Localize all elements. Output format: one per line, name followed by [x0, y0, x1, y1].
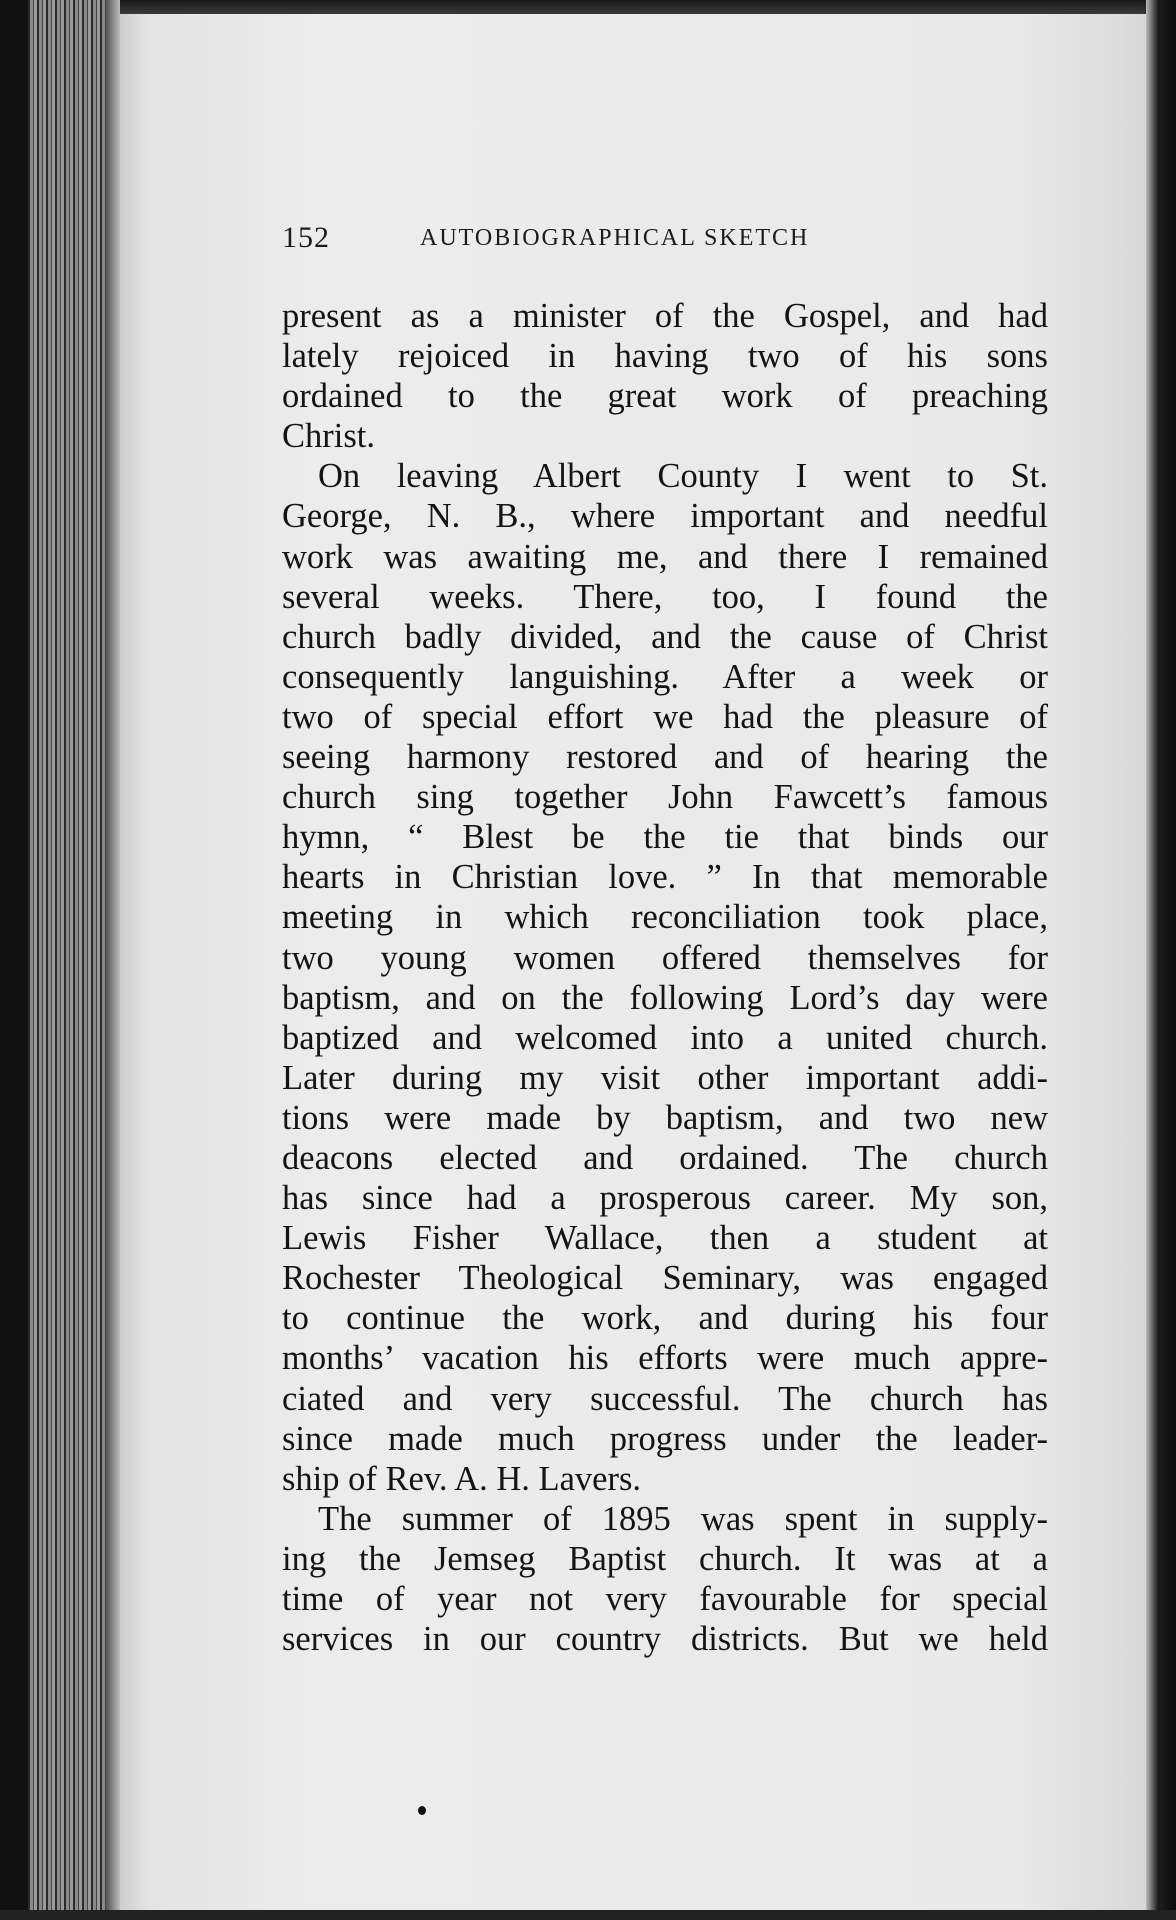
ink-speck [418, 1806, 426, 1815]
scan-frame-right [1146, 0, 1176, 1920]
text-line: meeting in which reconciliation took place, [282, 898, 1048, 937]
body-text [282, 296, 1048, 1659]
text-line: Christ. [282, 417, 375, 456]
text-line: services in our country districts. But we held [282, 1620, 1048, 1659]
text-line: since made much progress under the leader- [282, 1419, 1048, 1458]
text-line: hymn, “ Blest be the tie that binds our [282, 818, 1048, 857]
text-line: tions were made by baptism, and two new [282, 1098, 1048, 1137]
text-line: ship of Rev. A. H. Lavers. [282, 1459, 641, 1498]
text-line: church badly divided, and the cause of Christ [282, 617, 1048, 656]
scan-frame-bottom [0, 1910, 1176, 1920]
text-line: deacons elected and ordained. The church [282, 1138, 1048, 1177]
text-line: two of special effort we had the pleasure of [282, 697, 1048, 736]
text-line: present as a minister of the Gospel, and had [282, 297, 1048, 335]
text-line: ciated and very successful. The church has [282, 1379, 1048, 1418]
text-line: George, N. B., where important and needful [282, 497, 1048, 536]
running-head [282, 221, 1062, 263]
text-line: months’ vacation his efforts were much appre- [282, 1339, 1048, 1378]
text-line: ordained to the great work of preaching [282, 377, 1048, 416]
text-line: has since had a prosperous career. My son, [282, 1179, 1048, 1218]
text-line: seeing harmony restored and of hearing the [282, 738, 1048, 777]
text-line: hearts in Christian love. ” In that memorable [282, 858, 1048, 897]
running-head-title: AUTOBIOGRAPHICAL SKETCH [420, 225, 810, 251]
book-page-edges [28, 0, 120, 1920]
text-line: Rochester Theological Seminary, was engaged [282, 1259, 1048, 1298]
text-line: The summer of 1895 was spent in supply- [318, 1499, 1048, 1538]
text-line: baptized and welcomed into a united church. [282, 1018, 1048, 1057]
text-line: work was awaiting me, and there I remained [282, 537, 1048, 576]
scan-frame-top [0, 0, 1176, 14]
text-line: to continue the work, and during his four [282, 1299, 1048, 1338]
scan-frame-left [0, 0, 28, 1920]
text-line: time of year not very favourable for special [282, 1580, 1048, 1618]
text-line: lately rejoiced in having two of his sons [282, 337, 1048, 376]
text-line: church sing together John Fawcett’s famous [282, 778, 1048, 817]
text-line: two young women offered themselves for [282, 938, 1048, 977]
text-line: consequently languishing. After a week or [282, 657, 1048, 696]
text-line: baptism, and on the following Lord’s day were [282, 978, 1048, 1017]
page-number: 152 [282, 221, 330, 254]
text-line: several weeks. There, too, I found the [282, 577, 1048, 616]
text-line: On leaving Albert County I went to St. [318, 457, 1048, 496]
text-line: Later during my visit other important addi- [282, 1058, 1048, 1097]
text-line: ing the Jemseg Baptist church. It was at a [282, 1539, 1048, 1578]
text-line: Lewis Fisher Wallace, then a student at [282, 1219, 1048, 1258]
